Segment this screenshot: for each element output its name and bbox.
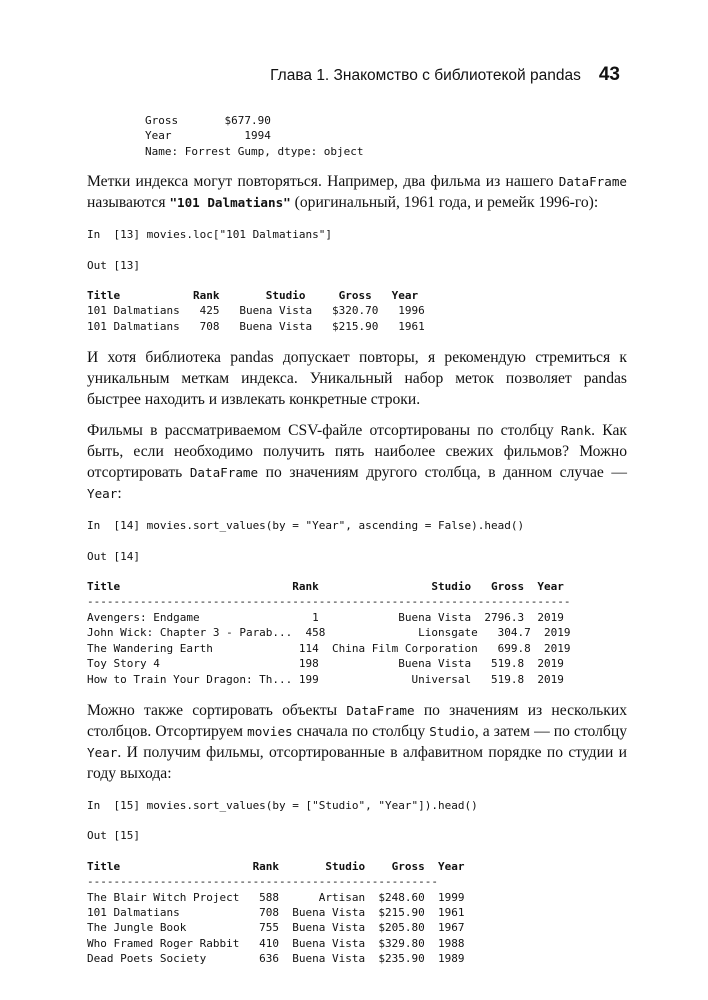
table-row: Who Framed Roger Rabbit 410 Buena Vista $329.80 1988 <box>87 936 465 950</box>
output-label-13: Out [13] <box>87 258 140 272</box>
output-label-15: Out [15] <box>87 829 140 843</box>
table-row: 101 Dalmatians 708 Buena Vista $215.90 1961 <box>87 319 425 333</box>
output-table-13 <box>87 288 627 334</box>
code-rank: Rank <box>560 423 592 439</box>
input-cell-14: In [14] movies.sort_values(by = "Year", ascending = False).head() <box>87 519 525 533</box>
code-studio: Studio <box>429 723 475 739</box>
code-dataframe: DataFrame <box>346 702 415 718</box>
series-line: Name: Forrest Gump, dtype: object <box>145 144 364 158</box>
table-row: Dead Poets Society 636 Buena Vista $235.90 1989 <box>87 952 465 966</box>
paragraph-unique-labels: И хотя библиотека pandas допускает повторы, я рекомендую стремиться к уникальным меткам индекса. Уникальный набор меток позволяет pandas быстрее находить и извлекать конкретные строки. <box>87 349 627 409</box>
input-cell-13: In [13] movies.loc["101 Dalmatians"] <box>87 228 333 242</box>
output-table-14 <box>87 579 627 687</box>
paragraph-sort-by-year: Фильмы в рассматриваемом CSV-файле отсортированы по столбцу Rank. Как быть, если необходимо получить пять наиболее свежих фильмов? Можно отсортировать DataFrame по значениям другого столбца, в данном случае — Year: <box>87 422 627 503</box>
paragraph-duplicate-labels: Метки индекса могут повторяться. Например, два фильма из нашего DataFrame называются "101 Dalmatians" (оригинальный, 1961 года, и ремейк 1996-го): <box>87 173 627 212</box>
table-row: Avengers: Endgame 1 Buena Vista 2796.3 2019 <box>87 610 564 624</box>
table-header: Title Rank Studio Gross Year <box>87 580 564 594</box>
page-body <box>87 113 627 967</box>
table-row: How to Train Your Dragon: Th... 199 Universal 519.8 2019 <box>87 672 564 686</box>
table-row: John Wick: Chapter 3 - Parab... 458 Lionsgate 304.7 2019 <box>87 626 571 640</box>
table-header: Title Rank Studio Gross Year <box>87 289 419 303</box>
page-header <box>270 64 620 86</box>
table-row: The Wandering Earth 114 China Film Corporation 699.8 2019 <box>87 641 571 655</box>
input-cell-15: In [15] movies.sort_values(by = ["Studio", "Year"]).head() <box>87 798 478 812</box>
code-year: Year <box>87 744 118 760</box>
table-row: 101 Dalmatians 425 Buena Vista $320.70 1996 <box>87 304 425 318</box>
table-rule: ----------------------------------------------------- <box>87 875 438 889</box>
code-dataframe: DataFrame <box>189 465 259 481</box>
code-dataframe: DataFrame <box>558 174 627 190</box>
table-row: The Jungle Book 755 Buena Vista $205.80 1967 <box>87 921 465 935</box>
code-movies: movies <box>247 723 293 739</box>
table-row: 101 Dalmatians 708 Buena Vista $215.90 1961 <box>87 905 465 919</box>
table-row: The Blair Witch Project 588 Artisan $248.60 1999 <box>87 890 465 904</box>
output-label-14: Out [14] <box>87 549 140 563</box>
table-rule: ------------------------------------------------------------------------- <box>87 595 571 609</box>
code-101-dalmatians: "101 Dalmatians" <box>169 195 291 211</box>
output-table-15 <box>87 859 627 967</box>
code-year: Year <box>87 486 118 502</box>
table-header: Title Rank Studio Gross Year <box>87 859 465 873</box>
table-row: Toy Story 4 198 Buena Vista 519.8 2019 <box>87 657 564 671</box>
series-line: Gross $677.90 <box>145 114 271 127</box>
series-output <box>145 113 627 159</box>
paragraph-multi-sort: Можно также сортировать объекты DataFrame по значениям из нескольких столбцов. Отсортируем movies сначала по столбцу Studio, а затем — по столбцу Year. И получим фильмы, отсортированные в алфавитном порядке по студии и году выхода: <box>87 701 628 782</box>
page-number: 43 <box>598 64 620 85</box>
chapter-title: Глава 1. Знакомство с библиотекой pandas <box>270 67 581 84</box>
series-line: Year 1994 <box>145 129 271 143</box>
